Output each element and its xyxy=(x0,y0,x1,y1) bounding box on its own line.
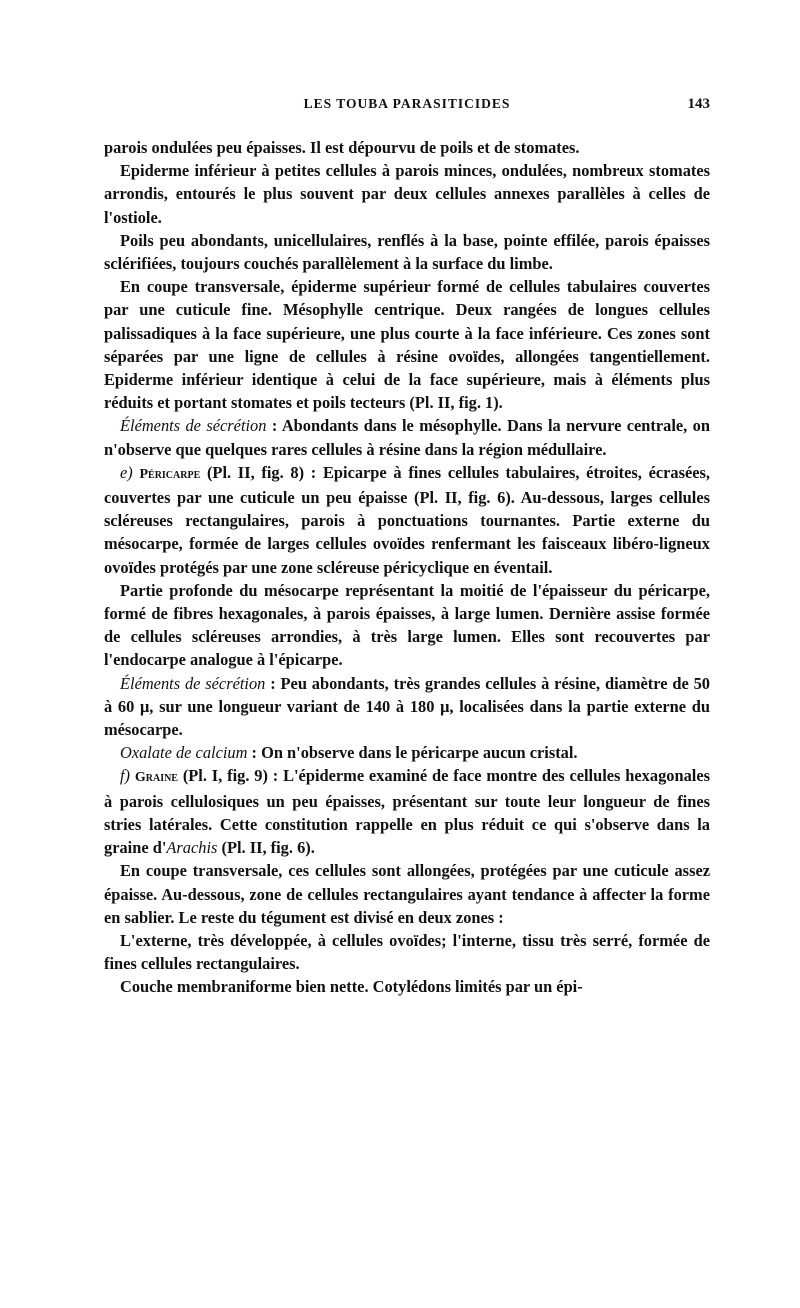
section-heading: Éléments de sécrétion xyxy=(120,416,267,436)
paragraph-text: : On n'observe dans le péricarpe aucun cristal. xyxy=(247,743,578,763)
section-label: e) xyxy=(120,462,140,482)
taxon-name: Arachis xyxy=(166,838,218,858)
section-heading: Péricarpe xyxy=(139,466,201,482)
paragraph xyxy=(104,741,710,764)
paragraph xyxy=(104,672,710,742)
paragraph-text: (Pl. II, fig. 8) : Epicarpe à fines cellules tabulaires, étroites, écrasées, couvertes par une cuticule un peu épaisse (Pl. II, fig. 6). Au-dessous, larges cellules scléreuses rectangulaires, parois à ponctuations tournantes. Partie externe du mésocarpe, formée de larges cellules ovoïdes renfermant les faisceaux libéro-ligneux ovoïdes protégés par une zone scléreuse péricyclique en éventail. xyxy=(104,462,710,577)
paragraph: Partie profonde du mésocarpe représentant la moitié de l'épaisseur du péricarpe, formé de fibres hexagonales, à parois épaisses, à large lumen. Dernière assise formée de cellules scléreuses arrondies, à très large lumen. Elles sont recouvertes par l'endocarpe analogue à l'épicarpe. xyxy=(104,580,710,670)
paragraph-text: (Pl. I, fig. 9) : L'épiderme examiné de face montre des cellules hexagonales à parois cellulosiques un peu épaisses, présentant sur toute leur longueur de fines stries latérales. Cette constitution rappelle en plus réduit ce qui s'observe dans la graine d' xyxy=(104,766,710,858)
paragraph-text: : Abondants dans le mésophylle. Dans la nervure centrale, on n'observe que quelques rares cellules à résine dans la région médullaire. xyxy=(104,416,710,459)
section-heading: Oxalate de calcium xyxy=(120,743,248,763)
page-header xyxy=(104,96,710,118)
section-heading: Graine xyxy=(134,770,178,786)
paragraph-text: : Peu abondants, très grandes cellules à résine, diamètre de 50 à 60 μ, sur une longueur variant de 140 à 180 μ, localisées dans la partie externe du mésocarpe. xyxy=(104,673,711,740)
paragraph xyxy=(104,461,710,579)
paragraph: En coupe transversale, épiderme supérieur formé de cellules tabulaires couvertes par une cuticule fine. Mésophylle centrique. Deux rangées de longues cellules palissadiques à la face supérieure, une plus courte à la face inférieure. Ces zones sont séparées par une ligne de cellules à résine ovoïdes, allongées tangentiellement. Epiderme inférieur identique à celui de la face supérieure, mais à éléments plus réduits et portant stomates et poils tecteurs (Pl. II, fig. 1). xyxy=(104,277,710,413)
paragraph: Poils peu abondants, unicellulaires, renflés à la base, pointe effilée, parois épaisses sclérifiées, toujours couchés parallèlement à la surface du limbe. xyxy=(104,230,710,274)
body-text xyxy=(104,136,710,999)
section-label: f) xyxy=(120,766,135,786)
running-title: LES TOUBA PARASITICIDES xyxy=(303,96,511,111)
page-number: 143 xyxy=(687,96,710,112)
paragraph: Couche membraniforme bien nette. Cotylédons limités par un épi- xyxy=(120,977,583,997)
paragraph: parois ondulées peu épaisses. Il est dépourvu de poils et de stomates. xyxy=(104,138,580,157)
section-heading: Éléments de sécrétion xyxy=(120,673,266,693)
paragraph: En coupe transversale, ces cellules sont allongées, protégées par une cuticule assez épaisse. Au-dessous, zone de cellules rectangulaires ayant tendance à affecter la forme en sablier. Le reste du tégument est divisé en deux zones : xyxy=(104,861,710,927)
paragraph-text: (Pl. II, fig. 6). xyxy=(217,838,315,858)
paragraph: Epiderme inférieur à petites cellules à parois minces, ondulées, nombreux stomates arrondis, entourés le plus souvent par deux cellules annexes parallèles à celles de l'ostiole. xyxy=(104,161,710,227)
paragraph xyxy=(104,764,710,859)
paragraph xyxy=(104,414,710,460)
paragraph: L'externe, très développée, à cellules ovoïdes; l'interne, tissu très serré, formée de fines cellules rectangulaires. xyxy=(104,930,710,974)
